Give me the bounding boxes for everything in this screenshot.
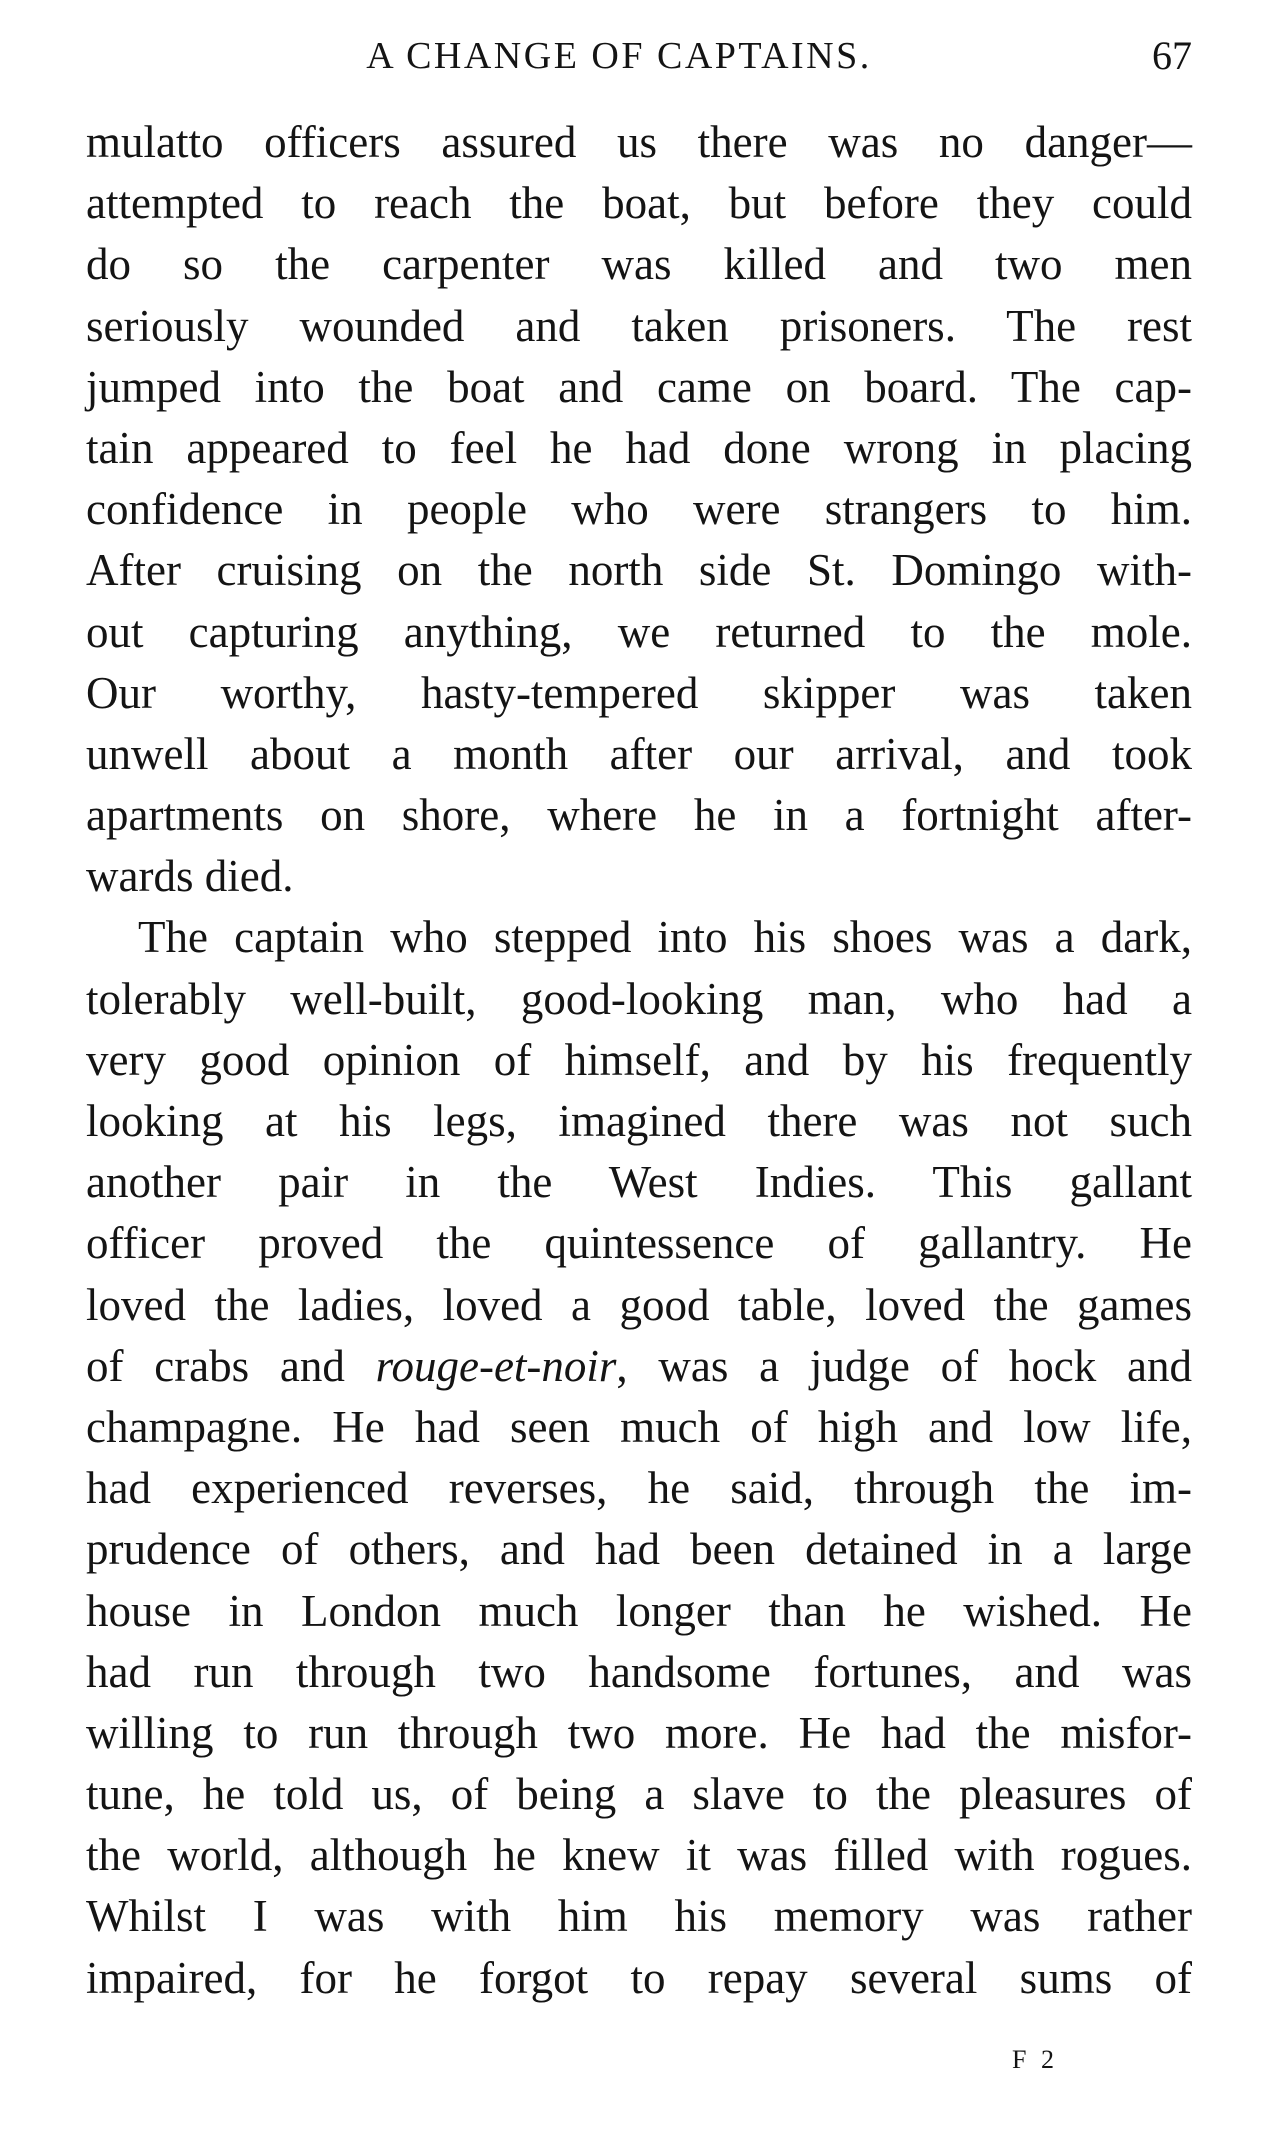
text-line-with-italic: [86, 1336, 1192, 1397]
text-line: loved the ladies, loved a good table, loved the games: [86, 1279, 1192, 1330]
text-line: wards died.: [86, 851, 294, 902]
text-line: had run through two handsome fortunes, and was: [86, 1646, 1192, 1697]
body-text: [86, 112, 1192, 2009]
text-line: champagne. He had seen much of high and low life,: [86, 1401, 1192, 1452]
text-line: apartments on shore, where he in a fortnight after-: [86, 790, 1192, 841]
text-fragment: , was a judge of hock and: [616, 1340, 1192, 1391]
text-line: Our worthy, hasty-tempered skipper was taken: [86, 667, 1192, 718]
text-line: attempted to reach the boat, but before they could: [86, 178, 1192, 229]
text-line: The captain who stepped into his shoes was a dark,: [138, 912, 1192, 963]
text-line: Whilst I was with him his memory was rather: [86, 1891, 1192, 1942]
text-line: tain appeared to feel he had done wrong in placing: [86, 422, 1192, 473]
text-line: willing to run through two more. He had the misfor-: [86, 1707, 1192, 1758]
text-line: impaired, for he forgot to repay several sums of: [86, 1952, 1192, 2003]
text-line: officer proved the quintessence of gallantry. He: [86, 1218, 1192, 1269]
text-fragment: of crabs and: [86, 1340, 376, 1391]
text-line: the world, although he knew it was filled with rogues.: [86, 1830, 1192, 1881]
running-head: [86, 26, 1192, 86]
text-line: out capturing anything, we returned to the mole.: [86, 606, 1192, 657]
text-line: jumped into the boat and came on board. The cap-: [86, 361, 1192, 412]
text-line: unwell about a month after our arrival, and took: [86, 728, 1192, 779]
text-line: do so the carpenter was killed and two men: [86, 239, 1192, 290]
paragraph-2: [86, 907, 1192, 2008]
text-line: looking at his legs, imagined there was not such: [86, 1096, 1192, 1146]
italic-phrase: rouge-et-noir: [375, 1340, 617, 1391]
text-line: mulatto officers assured us there was no danger—: [86, 117, 1192, 167]
text-line: tolerably well-built, good-looking man, who had a: [86, 973, 1192, 1024]
text-line: very good opinion of himself, and by his frequently: [86, 1034, 1192, 1085]
text-line: tune, he told us, of being a slave to the pleasures of: [86, 1769, 1192, 1820]
text-line: seriously wounded and taken prisoners. The rest: [86, 300, 1192, 351]
text-line: prudence of others, and had been detained in a large: [86, 1524, 1192, 1575]
paragraph-1: [86, 112, 1192, 907]
text-line: another pair in the West Indies. This gallant: [86, 1157, 1192, 1208]
signature-mark: F 2: [1012, 2045, 1058, 2074]
text-line: After cruising on the north side St. Domingo with-: [86, 545, 1192, 596]
page-number: 67: [1152, 33, 1192, 78]
text-line: house in London much longer than he wished. He: [86, 1585, 1192, 1636]
text-line: had experienced reverses, he said, through the im-: [86, 1463, 1192, 1514]
text-line: confidence in people who were strangers to him.: [86, 484, 1192, 535]
running-title: A CHANGE OF CAPTAINS.: [366, 35, 872, 77]
